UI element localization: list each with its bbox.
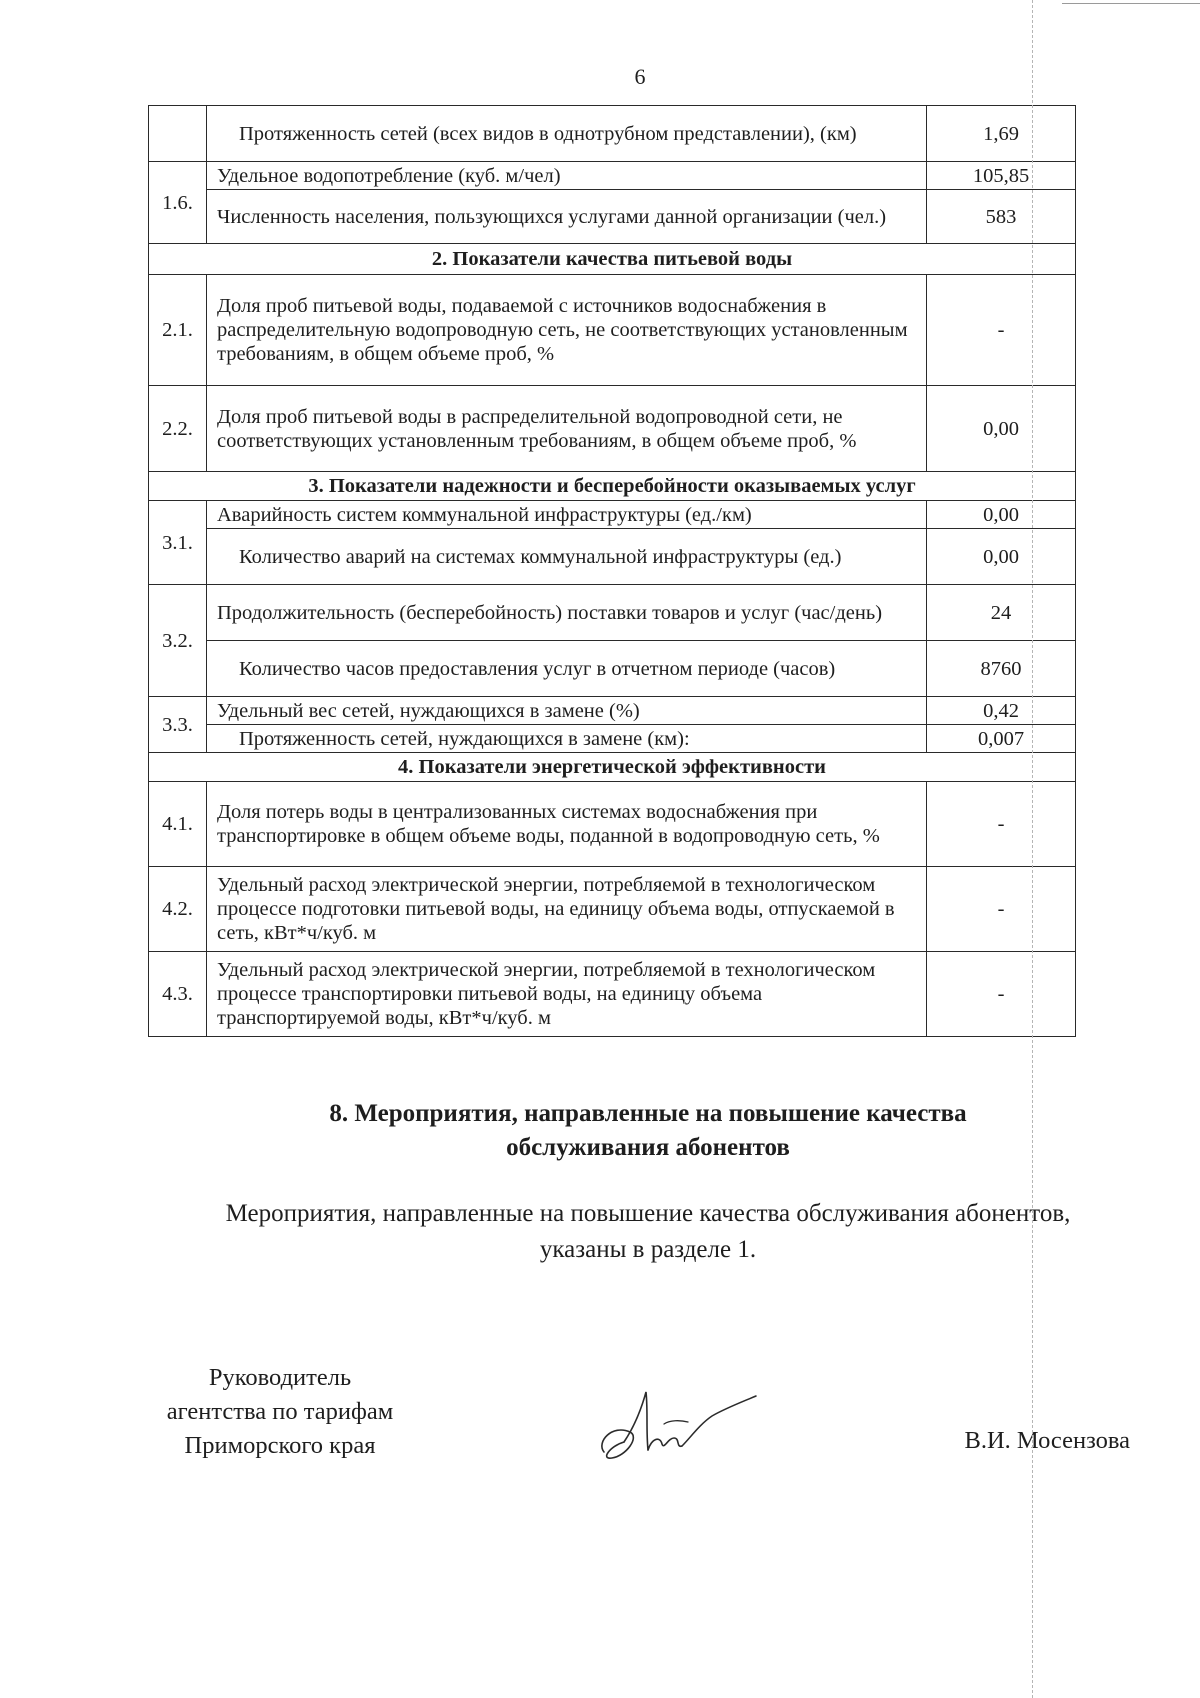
section-row: [149, 753, 1076, 782]
table-row: [149, 275, 1076, 386]
table-row: [149, 585, 1076, 641]
table-row: [149, 162, 1076, 190]
section-8-heading: [148, 1097, 1148, 1165]
indicator-label: Численность населения, пользующихся услугами данной организации (чел.): [207, 190, 927, 244]
indicator-value: -: [927, 952, 1076, 1037]
indicator-label: Доля потерь воды в централизованных системах водоснабжения при транспортировке в общем объеме воды, поданной в водопроводную сеть, %: [207, 782, 927, 867]
scan-fold-line: [1032, 0, 1033, 1698]
indicator-value: 583: [927, 190, 1076, 244]
indicator-value: 0,00: [927, 501, 1076, 529]
section-title: 4. Показатели энергетической эффективности: [149, 753, 1076, 782]
section-title: 3. Показатели надежности и бесперебойности оказываемых услуг: [149, 472, 1076, 501]
section-8-heading-line1: 8. Мероприятия, направленные на повышение качества: [329, 1100, 967, 1127]
row-number: 4.2.: [149, 867, 207, 952]
row-number: 4.3.: [149, 952, 207, 1037]
indicator-value: -: [927, 782, 1076, 867]
section-row: [149, 472, 1076, 501]
scan-edge-line: [1062, 3, 1200, 4]
indicator-value: 1,69: [927, 106, 1076, 162]
indicator-value: 8760: [927, 641, 1076, 697]
indicator-value: 105,85: [927, 162, 1076, 190]
signatory-title: [140, 1361, 420, 1463]
table-row: [149, 952, 1076, 1037]
table-row: [149, 386, 1076, 472]
indicator-label: Доля проб питьевой воды в распределительной водопроводной сети, не соответствующих установленным требованиям, в общем объеме проб, %: [207, 386, 927, 472]
page-number: 6: [634, 64, 646, 89]
indicator-label: Количество часов предоставления услуг в отчетном периоде (часов): [207, 641, 927, 697]
indicator-value: 0,007: [927, 725, 1076, 753]
indicator-value: 0,00: [927, 529, 1076, 585]
indicator-label: Удельный расход электрической энергии, потребляемой в технологическом процессе транспортировки питьевой воды, на единицу объема транспортируемой воды, кВт*ч/куб. м: [207, 952, 927, 1037]
table-row: [149, 697, 1076, 725]
table-row: [149, 501, 1076, 529]
signatory-title-line3: Приморского края: [184, 1432, 376, 1459]
table-row: [149, 725, 1076, 753]
row-number: 1.6.: [149, 162, 207, 244]
indicator-label: Удельное водопотребление (куб. м/чел): [207, 162, 927, 190]
row-number: 2.2.: [149, 386, 207, 472]
row-number: 2.1.: [149, 275, 207, 386]
indicator-value: -: [927, 867, 1076, 952]
table-row: [149, 529, 1076, 585]
indicator-label: Удельный вес сетей, нуждающихся в замене (%): [207, 697, 927, 725]
row-number: 4.1.: [149, 782, 207, 867]
section-8-body-line2: указаны в разделе 1.: [539, 1236, 757, 1263]
section-8-body: [148, 1196, 1148, 1268]
indicator-value: 0,42: [927, 697, 1076, 725]
indicator-label: Аварийность систем коммунальной инфраструктуры (ед./км): [207, 501, 927, 529]
row-number: 3.3.: [149, 697, 207, 753]
indicator-label: Количество аварий на системах коммунальной инфраструктуры (ед.): [207, 529, 927, 585]
table-row: [149, 190, 1076, 244]
table-row: [149, 782, 1076, 867]
indicator-value: -: [927, 275, 1076, 386]
indicator-value: 0,00: [927, 386, 1076, 472]
row-number-cell: [149, 106, 207, 162]
indicator-label: Удельный расход электрической энергии, потребляемой в технологическом процессе подготовки питьевой воды, на единицу объема воды, отпускаемой в сеть, кВт*ч/куб. м: [207, 867, 927, 952]
table-row: [149, 867, 1076, 952]
signatory-title-line1: Руководитель: [208, 1364, 352, 1391]
indicator-label: Протяженность сетей, нуждающихся в замене (км):: [207, 725, 927, 753]
table-row: [149, 641, 1076, 697]
indicator-label: Протяженность сетей (всех видов в однотрубном представлении), (км): [207, 106, 927, 162]
indicator-label: Доля проб питьевой воды, подаваемой с источников водоснабжения в распределительную водопроводную сеть, не соответствующих установленным требованиям, в общем объеме проб, %: [207, 275, 927, 386]
signer-name: В.И. Мосензова: [964, 1427, 1130, 1454]
handwritten-signature: [590, 1380, 760, 1470]
section-8-heading-line2: обслуживания абонентов: [506, 1134, 790, 1161]
indicator-label: Продолжительность (бесперебойность) поставки товаров и услуг (час/день): [207, 585, 927, 641]
row-number: 3.1.: [149, 501, 207, 585]
table-row: [149, 106, 1076, 162]
section-row: [149, 244, 1076, 275]
indicators-table: [148, 105, 1076, 1037]
section-title: 2. Показатели качества питьевой воды: [149, 244, 1076, 275]
row-number: 3.2.: [149, 585, 207, 697]
indicator-value: 24: [927, 585, 1076, 641]
section-8-body-line1: Мероприятия, направленные на повышение качества обслуживания абонентов,: [225, 1200, 1071, 1227]
signatory-title-line2: агентства по тарифам: [166, 1398, 394, 1425]
